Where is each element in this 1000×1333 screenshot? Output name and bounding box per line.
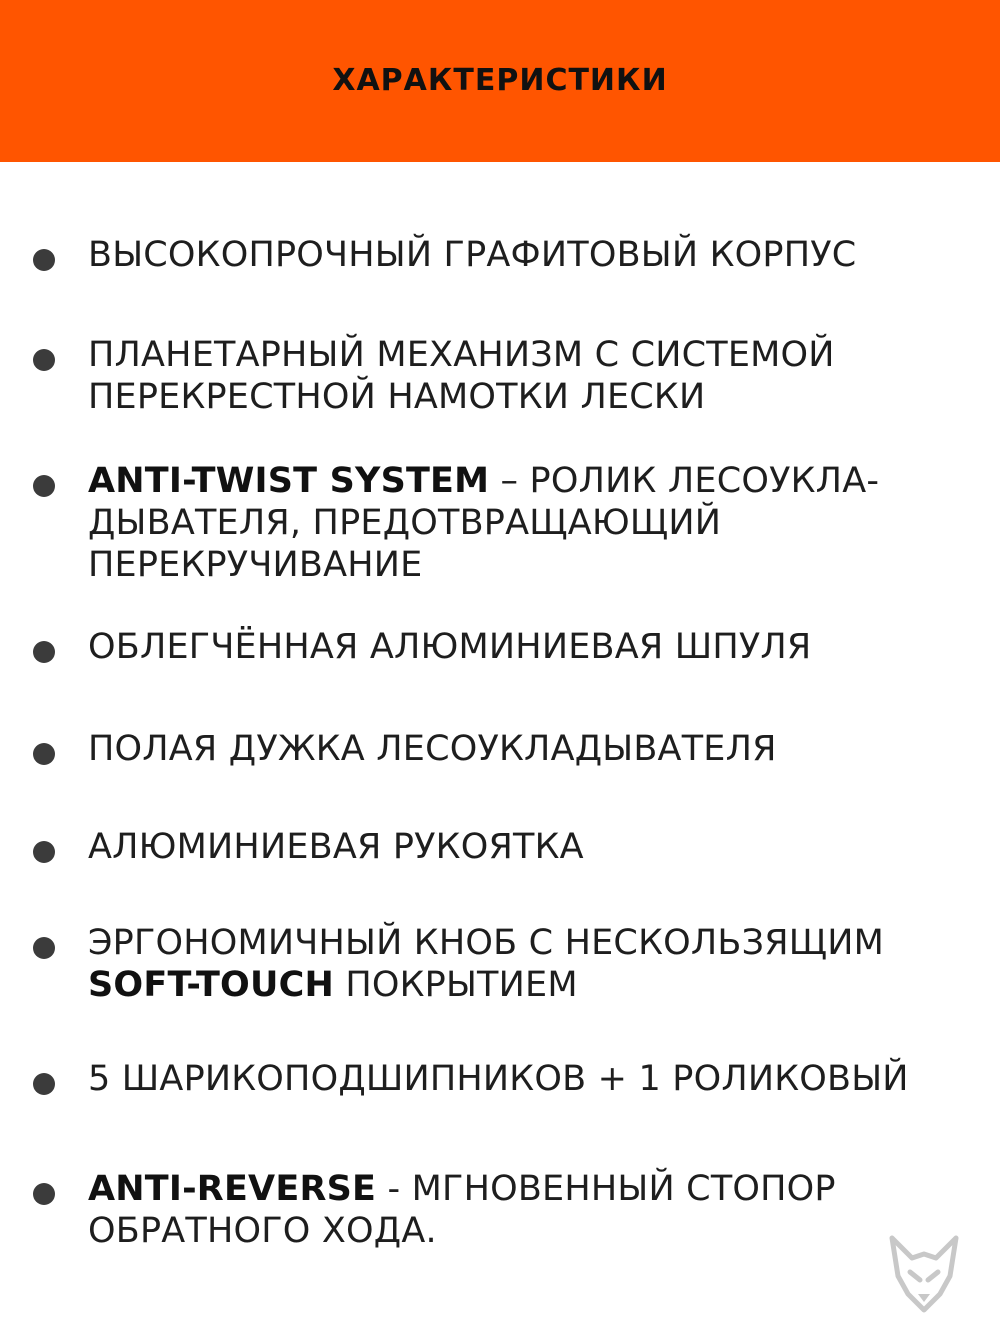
feature-line-text: ПЕРЕКРЕСТНОЙ НАМОТКИ ЛЕСКИ	[88, 377, 706, 417]
bullet-icon	[33, 641, 55, 663]
feature-text	[88, 234, 988, 276]
feature-line-text: 5 ШАРИКОПОДШИПНИКОВ + 1 РОЛИКОВЫЙ	[88, 1059, 909, 1099]
bullet-icon	[33, 349, 55, 371]
bullet-icon	[33, 249, 55, 271]
feature-text	[88, 334, 988, 418]
feature-line	[88, 1168, 988, 1210]
feature-line-text: ОБЛЕГЧЁННАЯ АЛЮМИНИЕВАЯ ШПУЛЯ	[88, 627, 812, 667]
bullet-icon	[33, 1183, 55, 1205]
feature-text	[88, 826, 988, 868]
feature-text	[88, 1168, 988, 1252]
feature-line	[88, 334, 988, 376]
feature-line-text: АЛЮМИНИЕВАЯ РУКОЯТКА	[88, 827, 584, 867]
feature-highlight: ANTI-TWIST SYSTEM	[88, 461, 490, 501]
feature-line	[88, 376, 988, 418]
feature-text	[88, 626, 988, 668]
feature-line	[88, 1210, 988, 1252]
feature-line	[88, 964, 988, 1006]
feature-line	[88, 728, 988, 770]
fox-head-logo-icon	[884, 1232, 964, 1318]
feature-line	[88, 502, 988, 544]
feature-line-text: ПЕРЕКРУЧИВАНИЕ	[88, 545, 423, 585]
title-banner	[0, 0, 1000, 162]
feature-line-text: ПОКРЫТИЕМ	[334, 965, 578, 1005]
feature-line	[88, 626, 988, 668]
bullet-icon	[33, 937, 55, 959]
page-title: ХАРАКТЕРИСТИКИ	[332, 63, 668, 98]
feature-text	[88, 460, 988, 586]
bullet-icon	[33, 841, 55, 863]
feature-line	[88, 234, 988, 276]
feature-line-text: ЭРГОНОМИЧНЫЙ КНОБ С НЕСКОЛЬЗЯЩИМ	[88, 923, 885, 963]
feature-line-text: ПОЛАЯ ДУЖКА ЛЕСОУКЛАДЫВАТЕЛЯ	[88, 729, 777, 769]
bullet-icon	[33, 1073, 55, 1095]
feature-line-text: ВЫСОКОПРОЧНЫЙ ГРАФИТОВЫЙ КОРПУС	[88, 235, 857, 275]
feature-line-text: - МГНОВЕННЫЙ СТОПОР	[376, 1169, 836, 1209]
feature-line-text: – РОЛИК ЛЕСОУКЛА-	[489, 461, 880, 501]
feature-line	[88, 826, 988, 868]
feature-line	[88, 922, 988, 964]
feature-highlight: ANTI-REVERSE	[88, 1169, 377, 1209]
feature-highlight: SOFT-TOUCH	[88, 965, 335, 1005]
bullet-icon	[33, 743, 55, 765]
feature-text	[88, 1058, 988, 1100]
feature-line-text: ОБРАТНОГО ХОДА.	[88, 1211, 437, 1251]
bullet-icon	[33, 475, 55, 497]
feature-line	[88, 544, 988, 586]
feature-text	[88, 728, 988, 770]
feature-line	[88, 1058, 988, 1100]
feature-line-text: ПЛАНЕТАРНЫЙ МЕХАНИЗМ С СИСТЕМОЙ	[88, 335, 835, 375]
feature-line-text: ДЫВАТЕЛЯ, ПРЕДОТВРАЩАЮЩИЙ	[88, 503, 722, 543]
feature-line	[88, 460, 988, 502]
feature-text	[88, 922, 988, 1006]
